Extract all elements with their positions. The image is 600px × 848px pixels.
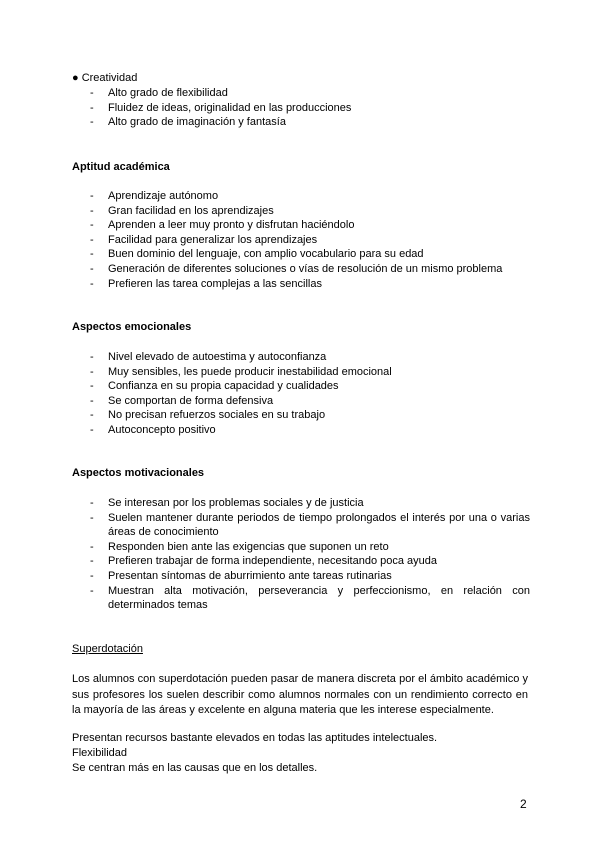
list-item: - Nivel elevado de autoestima y autoconfianza bbox=[90, 351, 327, 363]
list-item: - Confianza en su propia capacidad y cualidades bbox=[90, 380, 339, 393]
list-item: - Alto grado de imaginación y fantasía bbox=[90, 116, 286, 129]
section-heading-superdotacion: Superdotación bbox=[72, 643, 143, 655]
superdotacion-line-1: Presentan recursos bastante elevados en todas las aptitudes intelectuales. bbox=[72, 732, 438, 744]
creatividad-list bbox=[90, 86, 351, 130]
dash-marker: - bbox=[90, 351, 94, 363]
list-item: - No precisan refuerzos sociales en su trabajo bbox=[90, 409, 326, 422]
list-item: - Fluidez de ideas, originalidad en las producciones bbox=[90, 101, 352, 114]
dash-marker: - bbox=[90, 365, 94, 378]
dash-marker: - bbox=[90, 555, 94, 568]
list-item: - Generación de diferentes soluciones o vías de resolución de un mismo problema bbox=[90, 262, 503, 275]
aptitud-academica-list bbox=[90, 189, 530, 291]
dash-marker: - bbox=[90, 540, 94, 553]
list-item: - Buen dominio del lenguaje, con amplio vocabulario para su edad bbox=[90, 248, 424, 261]
dash-marker: - bbox=[90, 423, 94, 436]
dash-marker: - bbox=[90, 394, 94, 407]
list-item: - Gran facilidad en los aprendizajes bbox=[90, 204, 274, 217]
list-item: - Muestran alta motivación, perseverancia y perfeccionismo, en relación con determinados temas bbox=[90, 584, 530, 612]
dash-marker: - bbox=[90, 277, 94, 290]
aspectos-emocionales-list bbox=[90, 350, 530, 438]
list-item: - Prefieren las tarea complejas a las sencillas bbox=[90, 277, 322, 290]
dash-marker: - bbox=[90, 101, 94, 114]
superdotacion-line-3: Se centran más en las causas que en los detalles. bbox=[72, 762, 318, 774]
dash-marker: - bbox=[90, 569, 94, 582]
dash-marker: - bbox=[90, 409, 94, 422]
list-item: - Prefieren trabajar de forma independiente, necesitando poca ayuda bbox=[90, 555, 438, 568]
section-heading-aspectos-emocionales: Aspectos emocionales bbox=[72, 321, 192, 333]
dash-marker: - bbox=[90, 204, 94, 217]
dash-marker: - bbox=[90, 116, 94, 129]
dash-marker: - bbox=[90, 219, 94, 232]
superdotacion-paragraph: Los alumnos con superdotación pueden pasar de manera discreta por el ámbito académico y sus profesores los suelen describir como alumnos normales con un rendimiento correcto en la mayoría de las áreas y excelente en alguna materia que les interese especialmente. bbox=[72, 673, 528, 716]
aspectos-motivacionales-list bbox=[90, 496, 530, 613]
page-number: 2 bbox=[520, 797, 527, 811]
section-heading-aptitud-academica: Aptitud académica bbox=[72, 161, 170, 173]
dash-marker: - bbox=[90, 248, 94, 261]
dash-marker: - bbox=[90, 380, 94, 393]
creatividad-title: ● Creatividad bbox=[72, 72, 138, 84]
dash-marker: - bbox=[90, 262, 94, 275]
dash-marker: - bbox=[90, 233, 94, 246]
list-item: - Aprendizaje autónomo bbox=[90, 190, 219, 202]
list-item: - Autoconcepto positivo bbox=[90, 423, 216, 436]
list-item: - Alto grado de flexibilidad bbox=[90, 87, 228, 99]
dash-marker: - bbox=[90, 497, 94, 509]
section-heading-aspectos-motivacionales: Aspectos motivacionales bbox=[72, 467, 205, 479]
dash-marker: - bbox=[90, 511, 94, 524]
list-item: - Suelen mantener durante periodos de tiempo prolongados el interés por una o varias áreas de conocimiento bbox=[90, 511, 530, 539]
list-item: - Aprenden a leer muy pronto y disfrutan haciéndolo bbox=[90, 219, 355, 232]
list-item: - Se interesan por los problemas sociales y de justicia bbox=[90, 497, 364, 509]
list-item: - Facilidad para generalizar los aprendizajes bbox=[90, 233, 318, 246]
dash-marker: - bbox=[90, 87, 94, 99]
list-item: - Responden bien ante las exigencias que suponen un reto bbox=[90, 540, 389, 553]
superdotacion-line-2: Flexibilidad bbox=[72, 747, 128, 759]
list-item: - Presentan síntomas de aburrimiento ante tareas rutinarias bbox=[90, 569, 392, 582]
list-item: - Se comportan de forma defensiva bbox=[90, 394, 274, 407]
list-item: - Muy sensibles, les puede producir inestabilidad emocional bbox=[90, 365, 392, 378]
dash-marker: - bbox=[90, 190, 94, 202]
dash-marker: - bbox=[90, 584, 94, 597]
